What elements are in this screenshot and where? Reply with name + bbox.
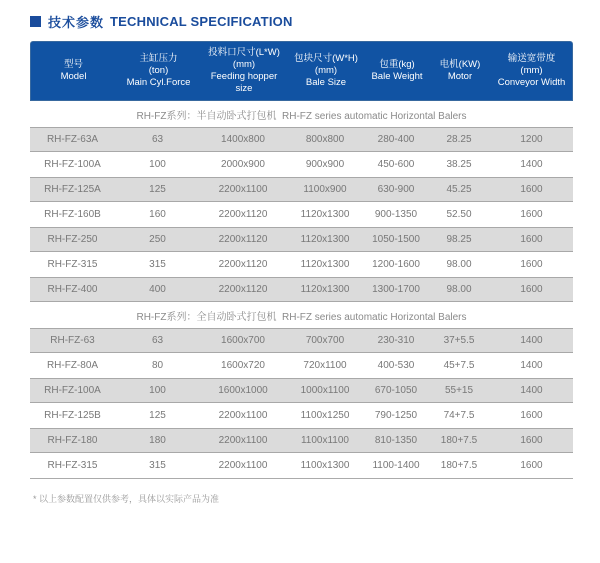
cell-model: RH-FZ-125B — [44, 410, 101, 421]
cell-model: RH-FZ-160B — [44, 209, 101, 220]
cell-conveyor-width: 1400 — [520, 385, 543, 396]
section-label-2: RH-FZ系列：全自动卧式打包机 RH-FZ series automatic Horizontal Balers — [136, 311, 467, 323]
table-row — [30, 453, 573, 478]
cell-main-cyl-force: 100 — [149, 159, 166, 170]
cell-main-cyl-force: 80 — [151, 360, 164, 371]
cell-conveyor-width: 1600 — [520, 410, 543, 421]
cell-motor: 55+15 — [444, 385, 474, 396]
cell-motor: 45+7.5 — [443, 360, 475, 371]
cell-bale-size: 1100x1300 — [300, 460, 350, 471]
cell-bale-size: 1100x1100 — [300, 435, 349, 446]
table-body — [30, 101, 573, 478]
cell-model: RH-FZ-80A — [46, 360, 99, 371]
cell-bale-size: 1100x900 — [303, 184, 347, 195]
cell-motor: 180+7.5 — [440, 460, 478, 471]
cell-bale-weight: 400-530 — [377, 360, 415, 371]
page-title — [30, 14, 573, 29]
cell-model: RH-FZ-180 — [47, 435, 98, 446]
cell-main-cyl-force: 180 — [149, 435, 166, 446]
cell-feeding-hopper-size: 2200x1120 — [218, 284, 268, 295]
table-row — [30, 428, 573, 453]
cell-conveyor-width: 1400 — [520, 159, 543, 170]
cell-motor: 180+7.5 — [440, 435, 478, 446]
cell-feeding-hopper-size: 2200x1120 — [218, 234, 268, 245]
page-title-chinese: 技术参数 — [48, 15, 105, 30]
cell-motor: 37+5.5 — [443, 335, 475, 346]
cell-bale-weight: 1100-1400 — [372, 460, 420, 471]
cell-bale-size: 1100x1250 — [300, 410, 350, 421]
cell-model: RH-FZ-315 — [47, 259, 98, 270]
title-bullet-square-icon — [30, 16, 41, 27]
cell-main-cyl-force: 63 — [151, 335, 164, 346]
cell-bale-size: 1120x1300 — [300, 234, 350, 245]
cell-model: RH-FZ-63 — [50, 335, 95, 346]
cell-motor: 52.50 — [446, 209, 472, 220]
table-row — [30, 403, 573, 428]
cell-feeding-hopper-size: 2200x1120 — [218, 209, 268, 220]
cell-conveyor-width: 1400 — [520, 335, 543, 346]
cell-model: RH-FZ-400 — [47, 284, 98, 295]
cell-bale-weight: 900-1350 — [374, 209, 418, 220]
table-row — [30, 152, 573, 177]
cell-conveyor-width: 1600 — [520, 209, 543, 220]
cell-conveyor-width: 1600 — [520, 460, 543, 471]
cell-main-cyl-force: 63 — [151, 134, 164, 145]
cell-bale-weight: 810-1350 — [374, 435, 418, 446]
cell-feeding-hopper-size: 1400x800 — [221, 134, 265, 145]
technical-specification-table — [30, 41, 573, 479]
cell-feeding-hopper-size: 2200x1120 — [218, 259, 268, 270]
cell-bale-size: 1000x1100 — [300, 385, 350, 396]
cell-bale-weight: 630-900 — [377, 184, 415, 195]
cell-bale-size: 1120x1300 — [300, 259, 350, 270]
cell-conveyor-width: 1600 — [520, 259, 543, 270]
cell-feeding-hopper-size: 2200x1100 — [218, 410, 268, 421]
cell-motor: 98.00 — [446, 259, 472, 270]
cell-motor: 28.25 — [446, 134, 472, 145]
column-header-model: 型号 Model — [60, 59, 87, 82]
cell-bale-weight: 230-310 — [377, 335, 415, 346]
column-header-bale-size: 包块尺寸(W*H) (mm) Bale Size — [294, 53, 358, 88]
section-label-1: RH-FZ系列：半自动卧式打包机 RH-FZ series automatic Horizontal Balers — [136, 110, 467, 122]
cell-main-cyl-force: 315 — [149, 460, 166, 471]
cell-motor: 38.25 — [446, 159, 472, 170]
cell-feeding-hopper-size: 2000x900 — [221, 159, 265, 170]
column-header-motor: 电机(KW) Motor — [439, 59, 481, 82]
cell-main-cyl-force: 250 — [149, 234, 166, 245]
column-header-bale-weight: 包重(kg) Bale Weight — [371, 59, 423, 82]
cell-feeding-hopper-size: 1600x700 — [221, 335, 265, 346]
cell-main-cyl-force: 160 — [149, 209, 166, 220]
cell-conveyor-width: 1600 — [520, 435, 543, 446]
cell-bale-size: 1120x1300 — [300, 209, 350, 220]
cell-conveyor-width: 1200 — [520, 134, 543, 145]
cell-model: RH-FZ-250 — [47, 234, 98, 245]
cell-bale-size: 800x800 — [305, 134, 345, 145]
cell-bale-weight: 790-1250 — [374, 410, 418, 421]
cell-conveyor-width: 1600 — [520, 234, 543, 245]
column-header-conveyor-width: 输送宽带度 (mm) Conveyor Width — [497, 53, 566, 88]
cell-feeding-hopper-size: 2200x1100 — [218, 435, 268, 446]
cell-feeding-hopper-size: 1600x720 — [221, 360, 265, 371]
table-row — [30, 177, 573, 202]
cell-model: RH-FZ-63A — [46, 134, 99, 145]
cell-bale-weight: 280-400 — [377, 134, 415, 145]
cell-main-cyl-force: 100 — [149, 385, 166, 396]
table-row — [30, 378, 573, 403]
cell-main-cyl-force: 125 — [149, 184, 166, 195]
table-row — [30, 353, 573, 378]
cell-bale-size: 720x1100 — [303, 360, 347, 371]
cell-motor: 98.25 — [446, 234, 472, 245]
table-row — [30, 277, 573, 302]
cell-conveyor-width: 1400 — [520, 360, 543, 371]
cell-bale-weight: 1200-1600 — [372, 259, 420, 270]
cell-bale-weight: 670-1050 — [374, 385, 418, 396]
cell-conveyor-width: 1600 — [520, 284, 543, 295]
cell-feeding-hopper-size: 2200x1100 — [218, 184, 268, 195]
table-row — [30, 227, 573, 252]
cell-motor: 45.25 — [446, 184, 472, 195]
cell-main-cyl-force: 315 — [149, 259, 166, 270]
cell-main-cyl-force: 125 — [149, 410, 166, 421]
cell-bale-weight: 1050-1500 — [372, 234, 420, 245]
cell-main-cyl-force: 400 — [149, 284, 166, 295]
table-row — [30, 328, 573, 353]
table-header-row — [30, 41, 573, 101]
cell-model: RH-FZ-100A — [44, 385, 101, 396]
cell-feeding-hopper-size: 2200x1100 — [218, 460, 268, 471]
cell-bale-size: 900x900 — [305, 159, 345, 170]
table-row — [30, 127, 573, 152]
page-title-english: TECHNICAL SPECIFICATION — [110, 14, 293, 29]
cell-bale-weight: 1300-1700 — [372, 284, 420, 295]
cell-model: RH-FZ-100A — [44, 159, 101, 170]
cell-bale-size: 1120x1300 — [300, 284, 350, 295]
cell-model: RH-FZ-315 — [47, 460, 98, 471]
cell-motor: 74+7.5 — [443, 410, 475, 421]
table-row — [30, 252, 573, 277]
cell-motor: 98.00 — [446, 284, 472, 295]
cell-bale-size: 700x700 — [305, 335, 345, 346]
cell-bale-weight: 450-600 — [377, 159, 415, 170]
cell-feeding-hopper-size: 1600x1000 — [218, 385, 268, 396]
footnote: * 以上参数配置仅供参考，具体以实际产品为准 — [33, 494, 220, 504]
table-row — [30, 202, 573, 227]
column-header-feeding-hopper-size: 投料口尺寸(L*W) (mm) Feeding hopper size — [208, 47, 280, 94]
cell-model: RH-FZ-125A — [44, 184, 101, 195]
column-header-main-cyl-force: 主缸压力 (ton) Main Cyl.Force — [126, 53, 191, 88]
cell-conveyor-width: 1600 — [520, 184, 543, 195]
